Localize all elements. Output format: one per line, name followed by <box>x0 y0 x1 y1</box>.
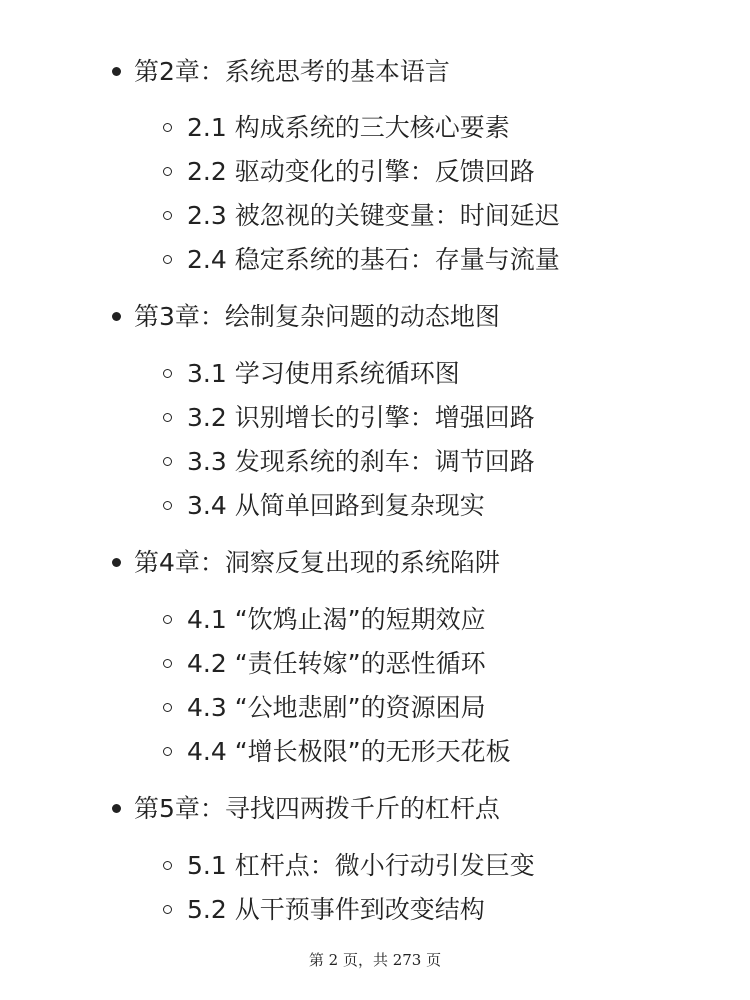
section-title: 5.2 从干预事件到改变结构 <box>187 895 485 924</box>
hollow-bullet-icon <box>163 123 172 132</box>
hollow-bullet-icon <box>163 861 172 870</box>
hollow-bullet-icon <box>163 167 172 176</box>
chapter-item <box>0 789 750 829</box>
hollow-bullet-icon <box>163 369 172 378</box>
hollow-bullet-icon <box>163 413 172 422</box>
hollow-bullet-icon <box>163 255 172 264</box>
hollow-bullet-icon <box>163 457 172 466</box>
section-title: 2.1 构成系统的三大核心要素 <box>187 113 510 142</box>
section-item <box>0 486 750 526</box>
section-title: 4.3 “公地悲剧”的资源困局 <box>187 693 486 722</box>
section-title: 4.4 “增长极限”的无形天花板 <box>187 737 511 766</box>
hollow-bullet-icon <box>163 747 172 756</box>
section-item <box>0 108 750 148</box>
section-title: 3.1 学习使用系统循环图 <box>187 359 460 388</box>
section-item <box>0 354 750 394</box>
chapter-item <box>0 297 750 337</box>
section-item <box>0 398 750 438</box>
hollow-bullet-icon <box>163 501 172 510</box>
page-number-footer: 第 2 页，共 273 页 <box>308 951 442 969</box>
section-title: 2.4 稳定系统的基石：存量与流量 <box>187 245 560 274</box>
filled-bullet-icon <box>112 804 121 813</box>
hollow-bullet-icon <box>163 905 172 914</box>
section-title: 5.1 杠杆点：微小行动引发巨变 <box>187 851 535 880</box>
section-title: 3.3 发现系统的刹车：调节回路 <box>187 447 535 476</box>
section-item <box>0 732 750 772</box>
section-title: 3.2 识别增长的引擎：增强回路 <box>187 403 535 432</box>
section-item <box>0 240 750 280</box>
filled-bullet-icon <box>112 312 121 321</box>
section-title: 3.4 从简单回路到复杂现实 <box>187 491 485 520</box>
section-item <box>0 644 750 684</box>
chapter-item <box>0 52 750 92</box>
hollow-bullet-icon <box>163 211 172 220</box>
hollow-bullet-icon <box>163 703 172 712</box>
section-title: 4.1 “饮鸩止渴”的短期效应 <box>187 605 486 634</box>
chapter-title: 第5章：寻找四两拨千斤的杠杆点 <box>134 794 500 823</box>
chapter-title: 第2章：系统思考的基本语言 <box>134 57 450 86</box>
section-title: 2.2 驱动变化的引擎：反馈回路 <box>187 157 535 186</box>
section-item <box>0 152 750 192</box>
section-item <box>0 846 750 886</box>
filled-bullet-icon <box>112 558 121 567</box>
section-item <box>0 600 750 640</box>
chapter-title: 第4章：洞察反复出现的系统陷阱 <box>134 548 500 577</box>
section-item <box>0 890 750 930</box>
section-item <box>0 442 750 482</box>
chapter-item <box>0 543 750 583</box>
section-item <box>0 196 750 236</box>
hollow-bullet-icon <box>163 659 172 668</box>
section-title: 2.3 被忽视的关键变量：时间延迟 <box>187 201 560 230</box>
section-item <box>0 688 750 728</box>
hollow-bullet-icon <box>163 615 172 624</box>
filled-bullet-icon <box>112 67 121 76</box>
section-title: 4.2 “责任转嫁”的恶性循环 <box>187 649 486 678</box>
chapter-title: 第3章：绘制复杂问题的动态地图 <box>134 302 500 331</box>
